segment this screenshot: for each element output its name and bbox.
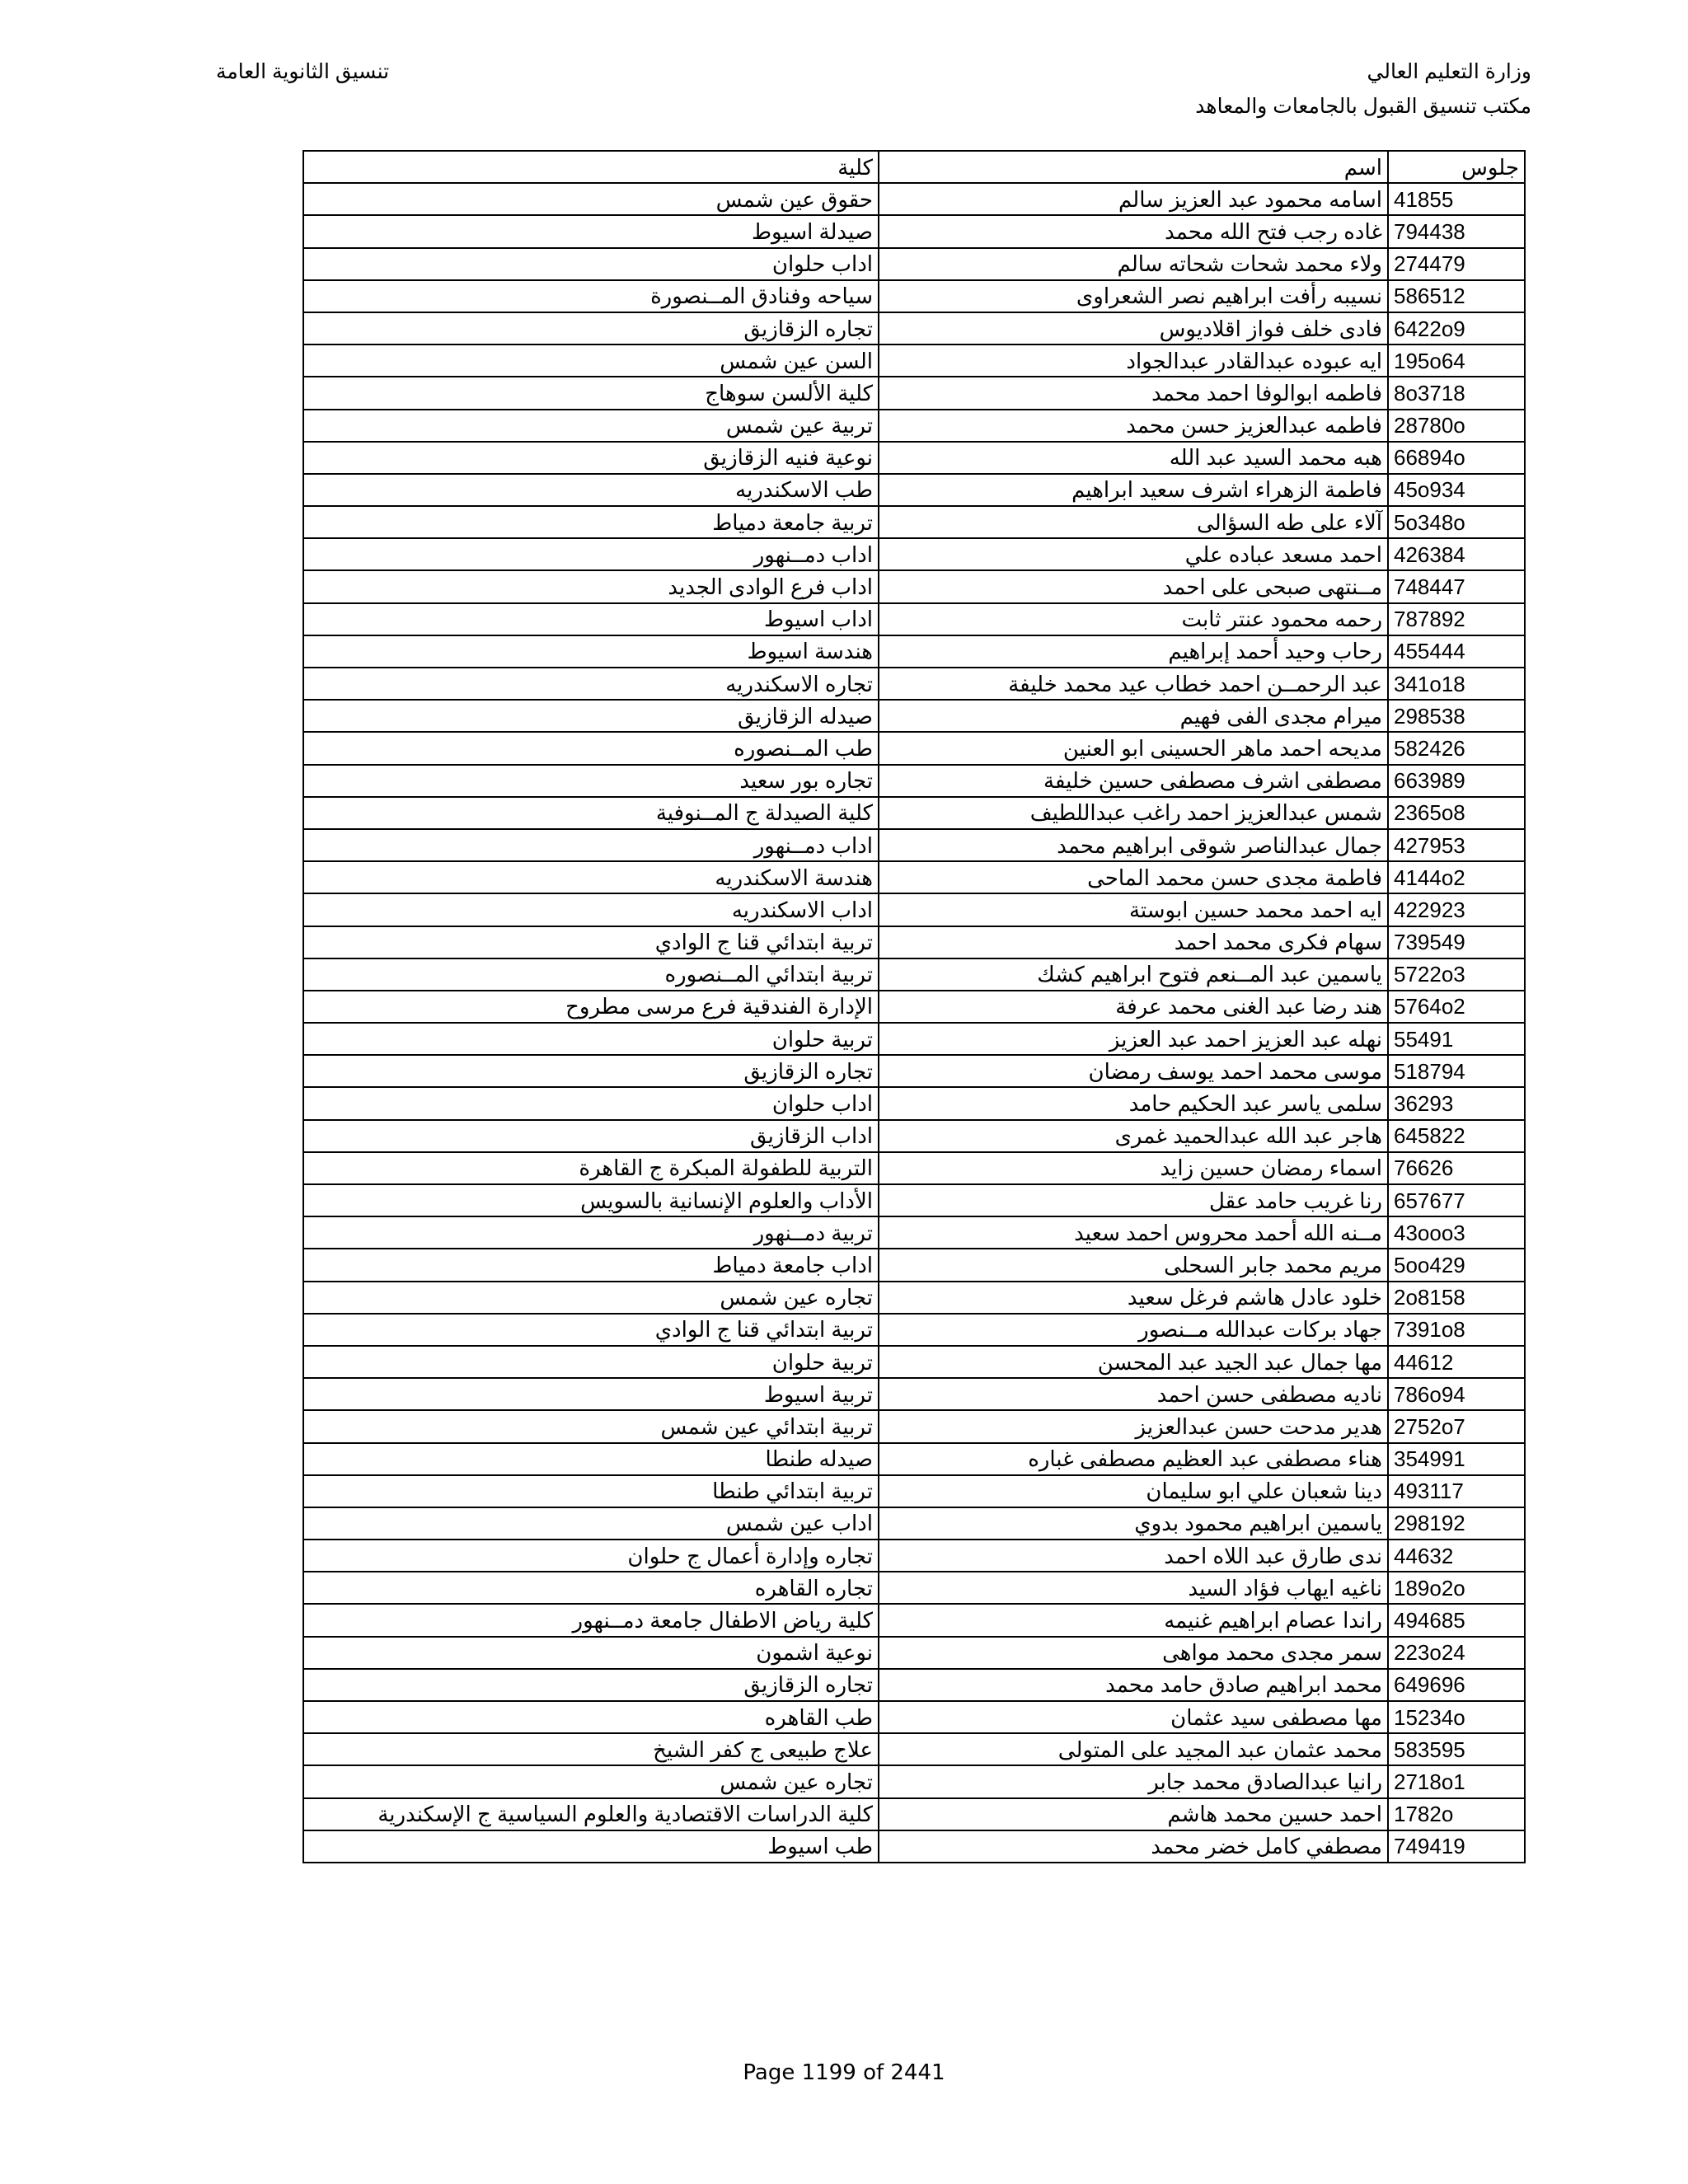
table-header-row bbox=[303, 151, 1525, 183]
name-cell: فاطمة مجدى حسن محمد الماحى bbox=[879, 861, 1388, 893]
faculty-cell: تجاره الزقازيق bbox=[303, 1669, 879, 1701]
name-cell: ياسمين عبد المــنعم فتوح ابراهيم كشك bbox=[879, 958, 1388, 991]
faculty-cell: تجاره وإدارة أعمال ج حلوان bbox=[303, 1540, 879, 1572]
faculty-cell: اداب جامعة دمياط bbox=[303, 1249, 879, 1281]
seat-cell: 794438 bbox=[1388, 215, 1525, 247]
seat-cell: 5722o3 bbox=[1388, 958, 1525, 991]
table-row bbox=[303, 183, 1525, 215]
faculty-cell: نوعية فنيه الزقازيق bbox=[303, 442, 879, 474]
faculty-cell: طب اسيوط bbox=[303, 1830, 879, 1863]
name-cell: مها مصطفى سيد عثمان bbox=[879, 1701, 1388, 1733]
table-row bbox=[303, 1798, 1525, 1830]
table-row bbox=[303, 344, 1525, 377]
name-cell: خلود عادل هاشم فرغل سعيد bbox=[879, 1282, 1388, 1314]
seat-cell: 189o2o bbox=[1388, 1572, 1525, 1604]
table-row bbox=[303, 1507, 1525, 1540]
table-row bbox=[303, 1701, 1525, 1733]
name-cell: رحمه محمود عنتر ثابت bbox=[879, 603, 1388, 635]
faculty-cell: طب المــنصوره bbox=[303, 732, 879, 764]
table-row bbox=[303, 1830, 1525, 1863]
seat-cell: 44632 bbox=[1388, 1540, 1525, 1572]
seat-cell: 41855 bbox=[1388, 183, 1525, 215]
seat-cell: 4144o2 bbox=[1388, 861, 1525, 893]
name-cell: جهاد بركات عبدالله مــنصور bbox=[879, 1314, 1388, 1346]
faculty-cell: تجاره عين شمس bbox=[303, 1765, 879, 1797]
faculty-cell: تربية عين شمس bbox=[303, 410, 879, 442]
seat-cell: 786o94 bbox=[1388, 1378, 1525, 1410]
name-cell: نهله عبد العزيز احمد عبد العزيز bbox=[879, 1023, 1388, 1055]
faculty-cell: كلية رياض الاطفال جامعة دمــنهور bbox=[303, 1604, 879, 1636]
faculty-cell: صيدله الزقازيق bbox=[303, 700, 879, 732]
table-row bbox=[303, 1637, 1525, 1669]
seat-cell: 2365o8 bbox=[1388, 797, 1525, 829]
name-cell: غاده رجب فتح الله محمد bbox=[879, 215, 1388, 247]
name-cell: محمد ابراهيم صادق حامد محمد bbox=[879, 1669, 1388, 1701]
name-cell: مديحه احمد ماهر الحسينى ابو العنين bbox=[879, 732, 1388, 764]
faculty-cell: علاج طبيعى ج كفر الشيخ bbox=[303, 1733, 879, 1765]
table-row bbox=[303, 1120, 1525, 1152]
seat-cell: 2752o7 bbox=[1388, 1410, 1525, 1442]
table-row bbox=[303, 1604, 1525, 1636]
name-cell: رنا غريب حامد عقل bbox=[879, 1184, 1388, 1216]
table-row bbox=[303, 732, 1525, 764]
table-row bbox=[303, 1249, 1525, 1281]
faculty-cell: اداب اسيوط bbox=[303, 603, 879, 635]
name-cell: ميرام مجدى الفى فهيم bbox=[879, 700, 1388, 732]
table-row bbox=[303, 1184, 1525, 1216]
seat-cell: 341o18 bbox=[1388, 668, 1525, 700]
table-row bbox=[303, 958, 1525, 991]
table-row bbox=[303, 1540, 1525, 1572]
table-row bbox=[303, 1216, 1525, 1249]
name-cell: راندا عصام ابراهيم غنيمه bbox=[879, 1604, 1388, 1636]
name-cell: عبد الرحمــن احمد خطاب عيد محمد خليفة bbox=[879, 668, 1388, 700]
faculty-cell: تربية ابتدائي عين شمس bbox=[303, 1410, 879, 1442]
seat-cell: 749419 bbox=[1388, 1830, 1525, 1863]
seat-cell: 5oo429 bbox=[1388, 1249, 1525, 1281]
name-cell: سلمى ياسر عبد الحكيم حامد bbox=[879, 1087, 1388, 1119]
table-row bbox=[303, 1410, 1525, 1442]
seat-cell: 422923 bbox=[1388, 893, 1525, 926]
seat-cell: 5o348o bbox=[1388, 506, 1525, 538]
seat-cell: 455444 bbox=[1388, 635, 1525, 668]
faculty-cell: هندسة الاسكندريه bbox=[303, 861, 879, 893]
name-cell: رانيا عبدالصادق محمد جابر bbox=[879, 1765, 1388, 1797]
table-row bbox=[303, 1314, 1525, 1346]
seat-cell: 76626 bbox=[1388, 1152, 1525, 1184]
seat-cell: 44612 bbox=[1388, 1346, 1525, 1378]
table-row bbox=[303, 1765, 1525, 1797]
seat-cell: 748447 bbox=[1388, 570, 1525, 602]
coordination-title: تنسيق الثانوية العامة bbox=[216, 60, 390, 83]
faculty-cell: تربية دمــنهور bbox=[303, 1216, 879, 1249]
name-cell: مــنتهى صبحى على احمد bbox=[879, 570, 1388, 602]
seat-cell: 494685 bbox=[1388, 1604, 1525, 1636]
seat-cell: 66894o bbox=[1388, 442, 1525, 474]
name-cell: مصطفى اشرف مصطفى حسين خليفة bbox=[879, 765, 1388, 797]
faculty-cell: طب الاسكندريه bbox=[303, 474, 879, 506]
table-row bbox=[303, 1572, 1525, 1604]
seat-cell: 657677 bbox=[1388, 1184, 1525, 1216]
name-cell: ناغيه ايهاب فؤاد السيد bbox=[879, 1572, 1388, 1604]
seat-cell: 427953 bbox=[1388, 829, 1525, 861]
faculty-cell: اداب عين شمس bbox=[303, 1507, 879, 1540]
table-row bbox=[303, 442, 1525, 474]
name-cell: احمد مسعد عباده علي bbox=[879, 538, 1388, 570]
name-cell: فاطمه ابوالوفا احمد محمد bbox=[879, 377, 1388, 409]
seat-cell: 36293 bbox=[1388, 1087, 1525, 1119]
seat-cell: 274479 bbox=[1388, 248, 1525, 280]
faculty-cell: اداب حلوان bbox=[303, 248, 879, 280]
seat-cell: 787892 bbox=[1388, 603, 1525, 635]
name-cell: مريم محمد جابر السحلى bbox=[879, 1249, 1388, 1281]
seat-cell: 2o8158 bbox=[1388, 1282, 1525, 1314]
page-number: Page 1199 of 2441 bbox=[743, 2060, 945, 2085]
name-cell: ندى طارق عبد اللاه احمد bbox=[879, 1540, 1388, 1572]
faculty-cell: تجاره عين شمس bbox=[303, 1282, 879, 1314]
table-row bbox=[303, 474, 1525, 506]
faculty-cell: تربية ابتدائي طنطا bbox=[303, 1475, 879, 1507]
seat-cell: 7391o8 bbox=[1388, 1314, 1525, 1346]
faculty-cell: تربية اسيوط bbox=[303, 1378, 879, 1410]
seat-cell: 493117 bbox=[1388, 1475, 1525, 1507]
name-cell: شمس عبدالعزيز احمد راغب عبداللطيف bbox=[879, 797, 1388, 829]
seat-cell: 298538 bbox=[1388, 700, 1525, 732]
seat-cell: 28780o bbox=[1388, 410, 1525, 442]
seat-cell: 582426 bbox=[1388, 732, 1525, 764]
table-row bbox=[303, 538, 1525, 570]
table-row bbox=[303, 797, 1525, 829]
seat-cell: 8o3718 bbox=[1388, 377, 1525, 409]
faculty-cell: كلية الألسن سوهاج bbox=[303, 377, 879, 409]
name-cell: جمال عبدالناصر شوقى ابراهيم محمد bbox=[879, 829, 1388, 861]
results-table bbox=[302, 150, 1526, 1863]
name-cell: ياسمين ابراهيم محمود بدوي bbox=[879, 1507, 1388, 1540]
faculty-cell: تجاره القاهره bbox=[303, 1572, 879, 1604]
seat-cell: 195o64 bbox=[1388, 344, 1525, 377]
seat-cell: 1782o bbox=[1388, 1798, 1525, 1830]
faculty-cell: تجاره بور سعيد bbox=[303, 765, 879, 797]
table-row bbox=[303, 1443, 1525, 1475]
faculty-cell: سياحه وفنادق المــنصورة bbox=[303, 280, 879, 312]
name-cell: مــنه الله أحمد محروس احمد سعيد bbox=[879, 1216, 1388, 1249]
name-cell: آلاء على طه السؤالى bbox=[879, 506, 1388, 538]
table-row bbox=[303, 1087, 1525, 1119]
table-row bbox=[303, 570, 1525, 602]
faculty-cell: تربية ابتدائي قنا ج الوادي bbox=[303, 1314, 879, 1346]
name-cell: موسى محمد احمد يوسف رمضان bbox=[879, 1055, 1388, 1087]
table-row bbox=[303, 215, 1525, 247]
table-row bbox=[303, 829, 1525, 861]
faculty-cell: الأداب والعلوم الإنسانية بالسويس bbox=[303, 1184, 879, 1216]
name-cell: سهام فكرى محمد احمد bbox=[879, 926, 1388, 958]
name-cell: ايه عبوده عبدالقادر عبدالجواد bbox=[879, 344, 1388, 377]
table-row bbox=[303, 1733, 1525, 1765]
name-cell: اسامه محمود عبد العزيز سالم bbox=[879, 183, 1388, 215]
faculty-cell: كلية الدراسات الاقتصادية والعلوم السياسية ج الإسكندرية bbox=[303, 1798, 879, 1830]
table-row bbox=[303, 861, 1525, 893]
name-cell: ولاء محمد شحات شحاته سالم bbox=[879, 248, 1388, 280]
seat-cell: 583595 bbox=[1388, 1733, 1525, 1765]
table-row bbox=[303, 1378, 1525, 1410]
faculty-cell: السن عين شمس bbox=[303, 344, 879, 377]
seat-cell: 518794 bbox=[1388, 1055, 1525, 1087]
seat-cell: 354991 bbox=[1388, 1443, 1525, 1475]
column-header-seat: جلوس bbox=[1388, 151, 1525, 183]
seat-cell: 2718o1 bbox=[1388, 1765, 1525, 1797]
table-row bbox=[303, 1282, 1525, 1314]
table-row bbox=[303, 1152, 1525, 1184]
table-row bbox=[303, 926, 1525, 958]
faculty-cell: اداب الزقازيق bbox=[303, 1120, 879, 1152]
faculty-cell: صيدلة اسيوط bbox=[303, 215, 879, 247]
office-title: مكتب تنسيق القبول بالجامعات والمعاهد bbox=[1195, 95, 1531, 118]
faculty-cell: الإدارة الفندقية فرع مرسى مطروح bbox=[303, 991, 879, 1023]
seat-cell: 55491 bbox=[1388, 1023, 1525, 1055]
faculty-cell: هندسة اسيوط bbox=[303, 635, 879, 668]
name-cell: هبه محمد السيد عبد الله bbox=[879, 442, 1388, 474]
name-cell: احمد حسين محمد هاشم bbox=[879, 1798, 1388, 1830]
seat-cell: 645822 bbox=[1388, 1120, 1525, 1152]
faculty-cell: تربية حلوان bbox=[303, 1346, 879, 1378]
faculty-cell: حقوق عين شمس bbox=[303, 183, 879, 215]
faculty-cell: تربية جامعة دمياط bbox=[303, 506, 879, 538]
seat-cell: 739549 bbox=[1388, 926, 1525, 958]
name-cell: دينا شعبان علي ابو سليمان bbox=[879, 1475, 1388, 1507]
table-row bbox=[303, 991, 1525, 1023]
column-header-faculty: كلية bbox=[303, 151, 879, 183]
faculty-cell: تجاره الاسكندريه bbox=[303, 668, 879, 700]
faculty-cell: اداب دمــنهور bbox=[303, 829, 879, 861]
table-row bbox=[303, 1475, 1525, 1507]
table-row bbox=[303, 1346, 1525, 1378]
seat-cell: 15234o bbox=[1388, 1701, 1525, 1733]
seat-cell: 663989 bbox=[1388, 765, 1525, 797]
table-row bbox=[303, 248, 1525, 280]
table-row bbox=[303, 506, 1525, 538]
seat-cell: 6422o9 bbox=[1388, 312, 1525, 344]
faculty-cell: اداب الاسكندريه bbox=[303, 893, 879, 926]
faculty-cell: صيدله طنطا bbox=[303, 1443, 879, 1475]
faculty-cell: نوعية اشمون bbox=[303, 1637, 879, 1669]
name-cell: سمر مجدى محمد مواهى bbox=[879, 1637, 1388, 1669]
table-row bbox=[303, 700, 1525, 732]
seat-cell: 43ooo3 bbox=[1388, 1216, 1525, 1249]
name-cell: مصطفي كامل خضر محمد bbox=[879, 1830, 1388, 1863]
name-cell: ايه احمد محمد حسين ابوستة bbox=[879, 893, 1388, 926]
faculty-cell: التربية للطفولة المبكرة ج القاهرة bbox=[303, 1152, 879, 1184]
table-row bbox=[303, 1669, 1525, 1701]
name-cell: ناديه مصطفى حسن احمد bbox=[879, 1378, 1388, 1410]
name-cell: مها جمال عبد الجيد عبد المحسن bbox=[879, 1346, 1388, 1378]
table-row bbox=[303, 377, 1525, 409]
faculty-cell: تجاره الزقازيق bbox=[303, 312, 879, 344]
table-row bbox=[303, 635, 1525, 668]
name-cell: نسيبه رأفت ابراهيم نصر الشعراوى bbox=[879, 280, 1388, 312]
name-cell: فادى خلف فواز اقلاديوس bbox=[879, 312, 1388, 344]
table-row bbox=[303, 668, 1525, 700]
seat-cell: 298192 bbox=[1388, 1507, 1525, 1540]
faculty-cell: اداب دمــنهور bbox=[303, 538, 879, 570]
seat-cell: 5764o2 bbox=[1388, 991, 1525, 1023]
faculty-cell: اداب حلوان bbox=[303, 1087, 879, 1119]
name-cell: هند رضا عبد الغنى محمد عرفة bbox=[879, 991, 1388, 1023]
name-cell: هدير مدحت حسن عبدالعزيز bbox=[879, 1410, 1388, 1442]
name-cell: محمد عثمان عبد المجيد على المتولى bbox=[879, 1733, 1388, 1765]
faculty-cell: تربية ابتدائي قنا ج الوادي bbox=[303, 926, 879, 958]
seat-cell: 586512 bbox=[1388, 280, 1525, 312]
ministry-title: وزارة التعليم العالي bbox=[1367, 60, 1531, 83]
faculty-cell: تربية ابتدائي المــنصوره bbox=[303, 958, 879, 991]
table-row bbox=[303, 765, 1525, 797]
name-cell: هاجر عبد الله عبدالحميد غمرى bbox=[879, 1120, 1388, 1152]
table-row bbox=[303, 1055, 1525, 1087]
table-row bbox=[303, 1023, 1525, 1055]
name-cell: اسماء رمضان حسين زايد bbox=[879, 1152, 1388, 1184]
table-row bbox=[303, 410, 1525, 442]
faculty-cell: اداب فرع الوادى الجديد bbox=[303, 570, 879, 602]
faculty-cell: تجاره الزقازيق bbox=[303, 1055, 879, 1087]
faculty-cell: كلية الصيدلة ج المــنوفية bbox=[303, 797, 879, 829]
column-header-name: اسم bbox=[879, 151, 1388, 183]
faculty-cell: طب القاهره bbox=[303, 1701, 879, 1733]
table-row bbox=[303, 603, 1525, 635]
name-cell: هناء مصطفى عبد العظيم مصطفى غباره bbox=[879, 1443, 1388, 1475]
table-row bbox=[303, 312, 1525, 344]
table-row bbox=[303, 893, 1525, 926]
name-cell: فاطمه عبدالعزيز حسن محمد bbox=[879, 410, 1388, 442]
name-cell: فاطمة الزهراء اشرف سعيد ابراهيم bbox=[879, 474, 1388, 506]
seat-cell: 649696 bbox=[1388, 1669, 1525, 1701]
seat-cell: 45o934 bbox=[1388, 474, 1525, 506]
faculty-cell: تربية حلوان bbox=[303, 1023, 879, 1055]
name-cell: رحاب وحيد أحمد إبراهيم bbox=[879, 635, 1388, 668]
seat-cell: 426384 bbox=[1388, 538, 1525, 570]
seat-cell: 223o24 bbox=[1388, 1637, 1525, 1669]
table-row bbox=[303, 280, 1525, 312]
